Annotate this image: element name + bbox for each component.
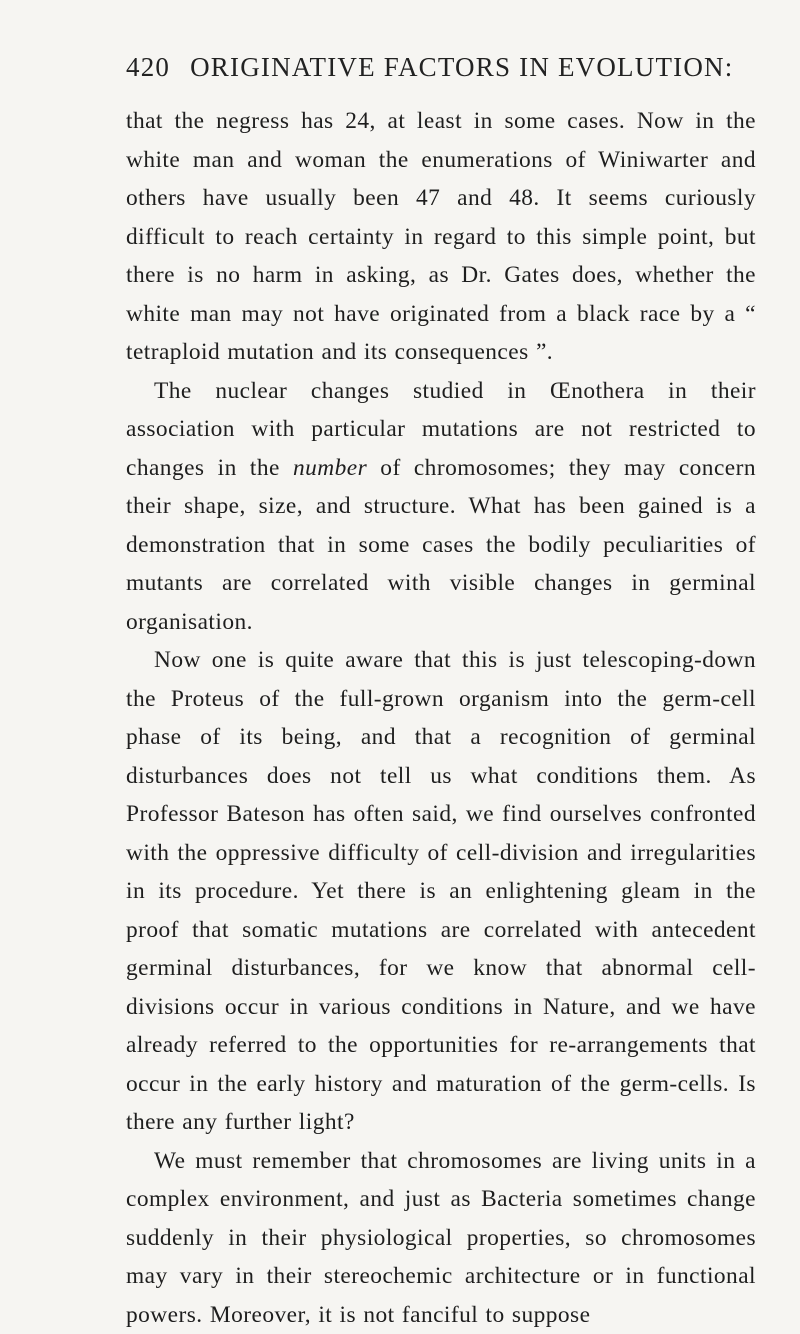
running-title: ORIGINATIVE FACTORS IN EVOLUTION:	[190, 52, 733, 83]
paragraph-2-text-after: of chromosomes; they may concern their shape, size, and structure. What has been gained is a demonstration that in some cases the bodily peculiarities of mutants are correlated with visible changes in germinal organisation.	[126, 455, 756, 635]
paragraph-2	[126, 372, 756, 642]
paragraph-4	[126, 1142, 756, 1334]
page-number: 420	[126, 52, 170, 83]
paragraph-1	[126, 102, 756, 372]
running-head	[126, 52, 756, 83]
paragraph-2-emphasis: number	[293, 455, 367, 481]
paragraph-2-text-before: The nuclear changes studied in Œnothera in their association with particular mutations are not restricted to changes in the	[126, 378, 756, 481]
paragraph-4-text: We must remember that chromosomes are living units in a complex environment, and just as Bacteria sometimes change suddenly in their physiological properties, so chromosomes may vary in their stereochemic architecture or in functional powers. Moreover, it is not fanciful to suppose	[126, 1148, 756, 1328]
body-text	[126, 102, 756, 1334]
paragraph-3	[126, 641, 756, 1142]
paragraph-1-text: that the negress has 24, at least in some cases. Now in the white man and woman the enumerations of Winiwarter and others have usually been 47 and 48. It seems curiously difficult to reach certainty in regard to this simple point, but there is no harm in asking, as Dr. Gates does, whether the white man may not have originated from a black race by a “ tetraploid mutation and its consequences ”.	[126, 108, 756, 365]
paragraph-3-text: Now one is quite aware that this is just telescoping-down the Proteus of the full-grown organism into the germ-cell phase of its being, and that a recognition of germinal disturbances does not tell us what conditions them. As Professor Bateson has often said, we find ourselves confronted with the oppressive difficulty of cell-division and irregularities in its procedure. Yet there is an enlightening gleam in the proof that somatic mutations are correlated with antecedent germinal disturbances, for we know that abnormal cell-divisions occur in various conditions in Nature, and we have already referred to the opportunities for re-arrangements that occur in the early history and maturation of the germ-cells. Is there any further light?	[126, 647, 756, 1135]
